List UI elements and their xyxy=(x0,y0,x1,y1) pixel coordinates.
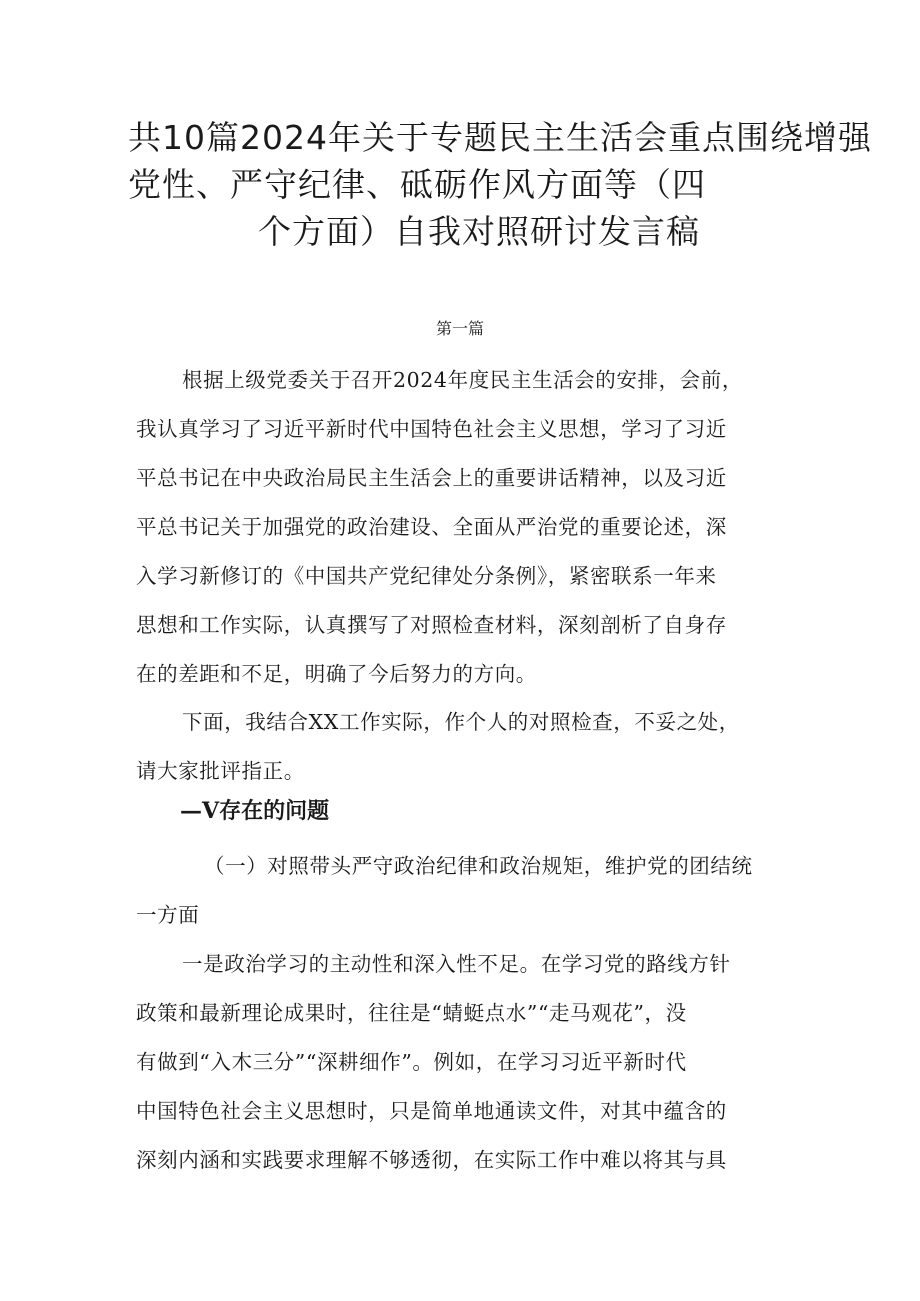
subheading-one xyxy=(136,842,796,940)
paragraph-line: 请大家批评指正。 xyxy=(136,759,305,783)
paragraph-line: 一是政治学习的主动性和深入性不足。在学习党的路线方针 xyxy=(182,952,731,976)
subheading-line: 一方面 xyxy=(136,903,200,927)
title-line-3: 个方面）自我对照研讨发言稿 xyxy=(258,212,700,251)
paragraph-line: 在的差距和不足，明确了今后努力的方向。 xyxy=(136,662,537,686)
paragraph-intro xyxy=(136,356,796,699)
subheading-line: （一）对照带头严守政治纪律和政治规矩，维护党的团结统 xyxy=(204,854,753,878)
paragraph-line: 根据上级党委关于召开2024年度民主生活会的安排，会前， xyxy=(182,368,743,392)
paragraph-line: 中国特色社会主义思想时，只是简单地通读文件，对其中蕴含的 xyxy=(136,1099,727,1123)
paragraph-line: 下面，我结合XX工作实际，作个人的对照检查，不妥之处， xyxy=(182,710,740,734)
section-label: 第一篇 xyxy=(435,319,484,338)
paragraph-line: 平总书记在中央政治局民主生活会上的重要讲话精神，以及习近 xyxy=(136,466,727,490)
title-line-2: 党性、严守纪律、砥砺作风方面等（四 xyxy=(128,165,706,204)
paragraph-point-one xyxy=(136,940,796,1185)
paragraph-line: 平总书记关于加强党的政治建设、全面从严治党的重要论述，深 xyxy=(136,515,727,539)
paragraph-line: 思想和工作实际，认真撰写了对照检查材料，深刻剖析了自身存 xyxy=(136,613,727,637)
paragraph-line: 入学习新修订的《中国共产党纪律处分条例》，紧密联系一年来 xyxy=(136,564,717,588)
title-line-1: 共10篇2024年关于专题民主生活会重点围绕增强 xyxy=(128,118,872,157)
paragraph-line: 政策和最新理论成果时，往往是“蜻蜓点水”“走马观花”，没 xyxy=(136,1001,687,1025)
paragraph-line: 深刻内涵和实践要求理解不够透彻，在实际工作中难以将其与具 xyxy=(136,1148,727,1172)
paragraph-line: 有做到“入木三分”“深耕细作”。例如，在学习习近平新时代 xyxy=(136,1050,687,1074)
heading-problems: —V存在的问题 xyxy=(180,798,330,824)
paragraph-context xyxy=(136,698,796,796)
document-title xyxy=(128,114,872,255)
paragraph-line: 我认真学习了习近平新时代中国特色社会主义思想，学习了习近 xyxy=(136,417,727,441)
